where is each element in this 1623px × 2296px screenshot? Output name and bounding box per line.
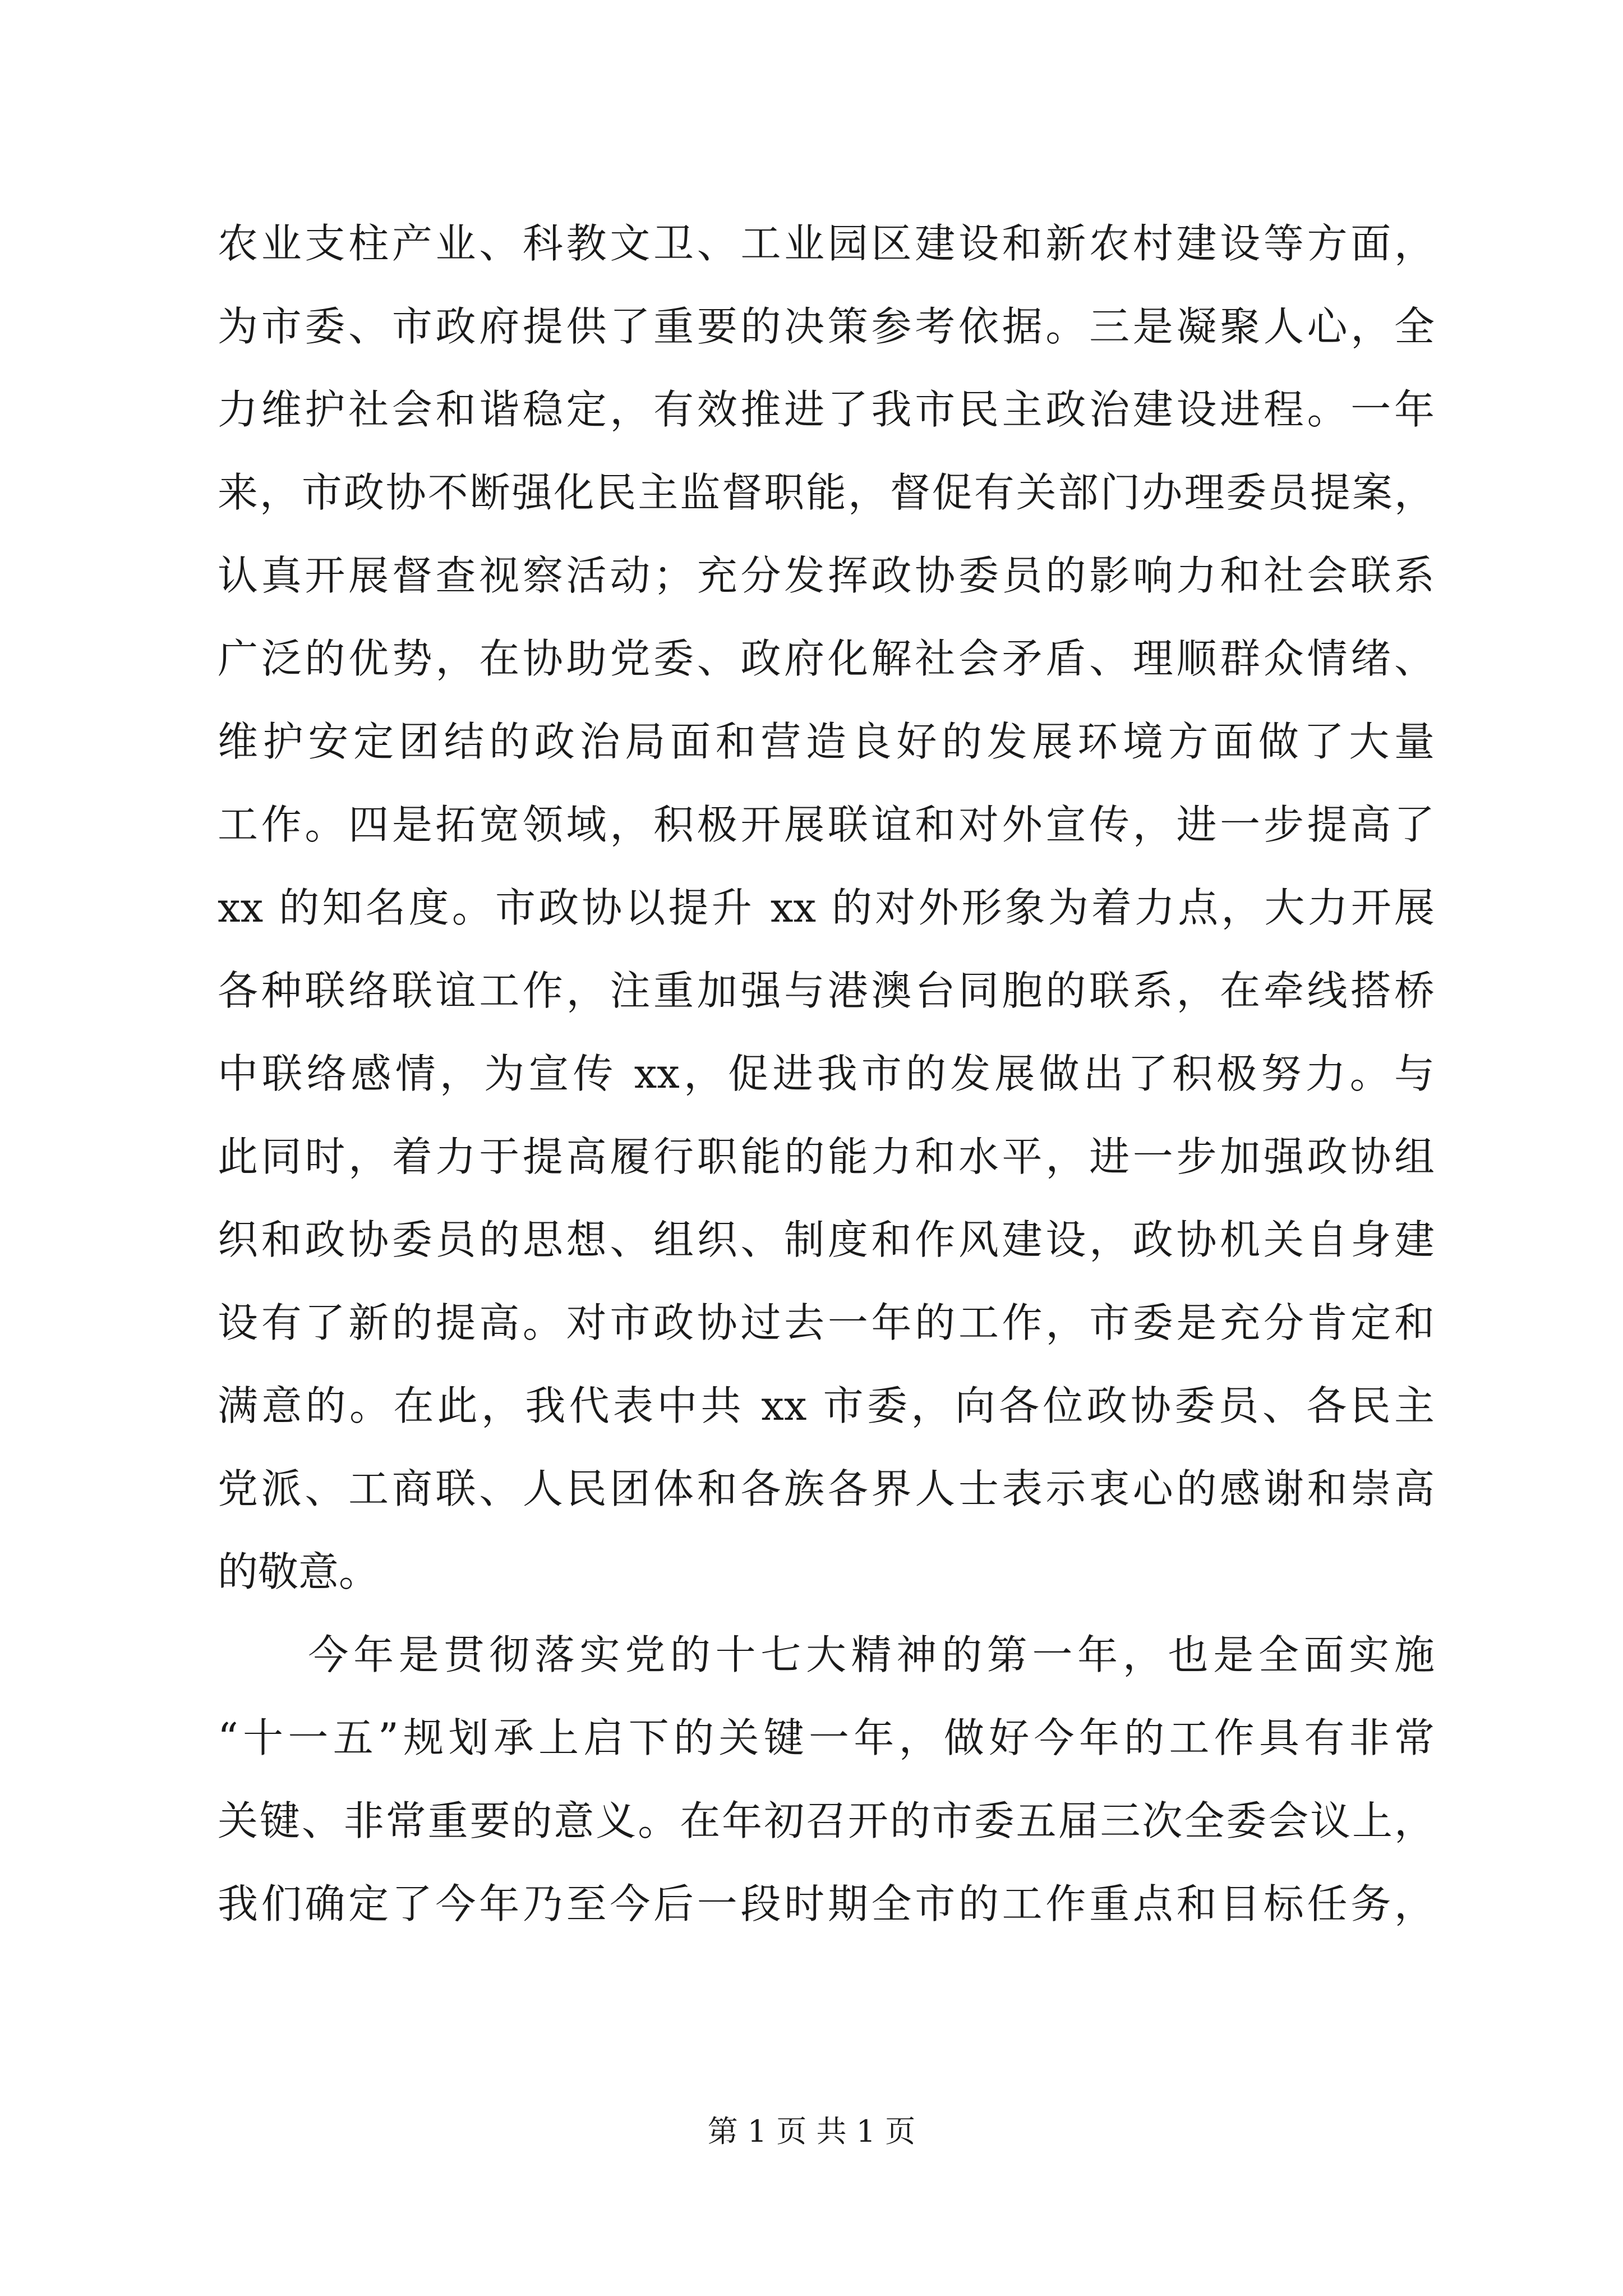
text-line: 力维护社会和谐稳定，有效推进了我市民主政治建设进程。一年: [218, 386, 1435, 433]
text-line: 广泛的优势，在协助党委、政府化解社会矛盾、理顺群众情绪、: [218, 635, 1435, 682]
text-line: 织和政协委员的思想、组织、制度和作风建设，政协机关自身建: [218, 1216, 1435, 1263]
text-line: 中联络感情，为宣传 xx，促进我市的发展做出了积极努力。与: [218, 1050, 1435, 1097]
text-line: 认真开展督查视察活动；充分发挥政协委员的影响力和社会联系: [218, 552, 1435, 599]
document-body: [218, 202, 1435, 1945]
text-line: 今年是贯彻落实党的十七大精神的第一年，也是全面实施: [218, 1631, 1435, 1678]
text-line: 各种联络联谊工作，注重加强与港澳台同胞的联系，在牵线搭桥: [218, 967, 1435, 1014]
text-line: xx 的知名度。市政协以提升 xx 的对外形象为着力点，大力开展: [218, 884, 1435, 931]
text-line: 农业支柱产业、科教文卫、工业园区建设和新农村建设等方面，: [218, 220, 1435, 267]
page-footer: [0, 2109, 1623, 2154]
paragraph-1: [218, 202, 1435, 1613]
paragraph-2: [218, 1613, 1435, 1945]
text-line: 设有了新的提高。对市政协过去一年的工作，市委是充分肯定和: [218, 1299, 1435, 1346]
text-line: 党派、工商联、人民团体和各族各界人士表示衷心的感谢和崇高: [218, 1465, 1435, 1512]
text-line: 满意的。在此，我代表中共 xx 市委，向各位政协委员、各民主: [218, 1382, 1435, 1429]
text-line: 维护安定团结的政治局面和营造良好的发展环境方面做了大量: [218, 718, 1435, 765]
page-number-label: 第 1 页 共 1 页: [707, 2114, 916, 2149]
text-line: 关键、非常重要的意义。在年初召开的市委五届三次全委会议上，: [218, 1797, 1435, 1844]
text-line: 为市委、市政府提供了重要的决策参考依据。三是凝聚人心，全: [218, 303, 1435, 350]
text-line: “十一五”规划承上启下的关键一年，做好今年的工作具有非常: [218, 1714, 1435, 1761]
text-line: 我们确定了今年乃至今后一段时期全市的工作重点和目标任务，: [218, 1880, 1435, 1927]
text-line: 此同时，着力于提高履行职能的能力和水平，进一步加强政协组: [218, 1133, 1435, 1180]
text-line: 来，市政协不断强化民主监督职能，督促有关部门办理委员提案，: [218, 469, 1435, 516]
text-line: 工作。四是拓宽领域，积极开展联谊和对外宣传，进一步提高了: [218, 801, 1435, 848]
text-line: 的敬意。: [218, 1548, 380, 1595]
